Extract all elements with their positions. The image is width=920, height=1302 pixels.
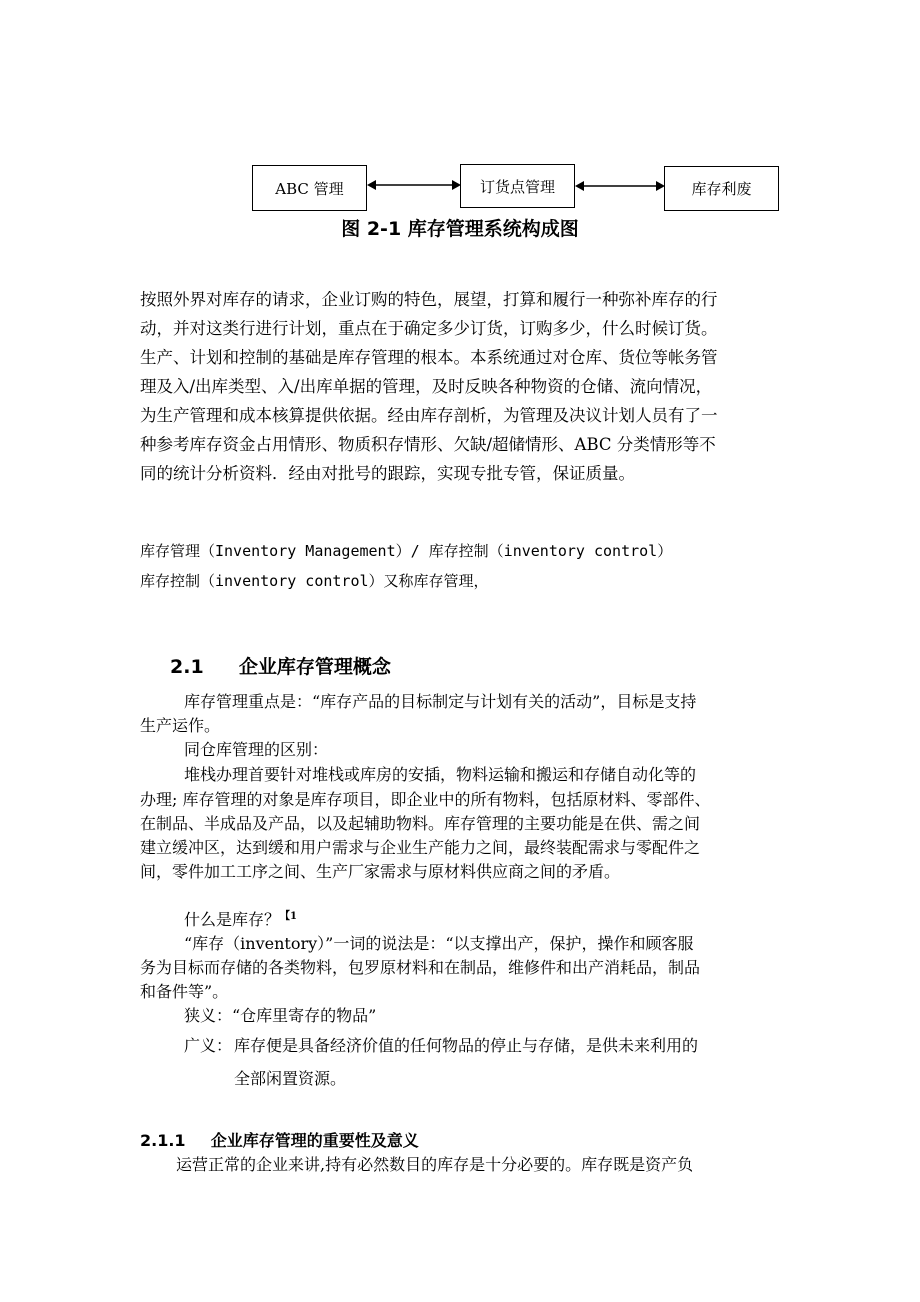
diagram-box-label: ABC 管理 bbox=[275, 179, 344, 198]
section-heading bbox=[170, 652, 391, 679]
intro-line: 生产、计划和控制的基础是库存管理的根本。本系统通过对仓库、货位等帐务管 bbox=[140, 348, 718, 367]
figure-caption: 图 2-1 库存管理系统构成图 bbox=[341, 218, 579, 240]
diagram-box-reorder-point bbox=[460, 164, 575, 208]
narrow-definition: 狭义：“仓库里寄存的物品” bbox=[184, 1006, 377, 1025]
broad-definition-line: 全部闲置资源。 bbox=[234, 1069, 347, 1088]
question-line bbox=[184, 905, 297, 932]
subsection-number: 2.1.1 bbox=[140, 1131, 186, 1150]
subsection-title: 企业库存管理的重要性及意义 bbox=[210, 1131, 419, 1150]
intro-line: 种参考库存资金占用情形、物质积存情形、欠缺/超储情形、ABC 分类情形等不 bbox=[140, 435, 716, 454]
subsection-line: 运营正常的企业来讲,持有必然数目的库存是十分必要的。库存既是资产负 bbox=[176, 1155, 694, 1174]
section-line: 同仓库管理的区别： bbox=[184, 740, 329, 759]
subsection-heading bbox=[140, 1128, 419, 1151]
section-line: 办理; 库存管理的对象是库存项目，即企业中的所有物料，包括原材料、零部件、 bbox=[140, 790, 711, 809]
diagram-box-abc bbox=[252, 165, 367, 211]
section-title: 企业库存管理概念 bbox=[238, 656, 391, 678]
intro-line: 同的统计分析资料．经由对批号的跟踪，实现专批专管，保证质量。 bbox=[140, 464, 635, 483]
diagram-box-label: 订货点管理 bbox=[479, 177, 555, 196]
term-line: 库存控制（inventory control）又称库存管理， bbox=[140, 572, 489, 590]
definition-line: “库存（inventory）”一词的说法是：“以支撑出产，保护，操作和顾客服 bbox=[184, 934, 694, 953]
question-text: 什么是库存？ bbox=[184, 910, 281, 929]
intro-line: 理及入/出库类型、入/出库单据的管理，及时反映各种物资的仓储、流向情况， bbox=[140, 377, 713, 396]
definition-line: 和备件等”。 bbox=[140, 982, 229, 1001]
diagram-box-label: 库存利废 bbox=[691, 180, 752, 198]
broad-definition-label: 广义： bbox=[184, 1036, 233, 1055]
term-line: 库存管理（Inventory Management）/ 库存控制（inventory control） bbox=[140, 542, 673, 560]
reference-mark: 【1 bbox=[280, 911, 297, 922]
section-number: 2.1 bbox=[170, 656, 204, 678]
section-line: 堆栈办理首要针对堆栈或库房的安插，物料运输和搬运和存储自动化等的 bbox=[184, 765, 697, 784]
definition-line: 务为目标而存储的各类物料，包罗原材料和在制品，维修件和出产消耗品，制品 bbox=[140, 958, 701, 977]
intro-line: 为生产管理和成本核算提供依据。经由库存剖析，为管理及决议计划人员有了一 bbox=[140, 406, 718, 425]
diagram-box-inventory-scrap bbox=[664, 166, 779, 211]
section-line: 建立缓冲区，达到缓和用户需求与企业生产能力之间，最终装配需求与零配件之 bbox=[140, 838, 701, 857]
broad-definition-line: 库存便是具备经济价值的任何物品的停止与存储，是供未来利用的 bbox=[234, 1036, 699, 1055]
section-line: 在制品、半成品及产品，以及起辅助物料。库存管理的主要功能是在供、需之间 bbox=[140, 814, 701, 833]
section-line: 生产运作。 bbox=[140, 716, 221, 735]
double-arrow-icon bbox=[367, 178, 461, 192]
double-arrow-icon bbox=[575, 179, 665, 193]
intro-line: 动，并对这类行进行计划，重点在于确定多少订货，订购多少，什么时候订货。 bbox=[140, 319, 718, 338]
intro-line: 按照外界对库存的请求，企业订购的特色，展望，打算和履行一种弥补库存的行 bbox=[140, 290, 718, 309]
section-line: 间，零件加工工序之间、生产厂家需求与原材料供应商之间的矛盾。 bbox=[140, 862, 621, 881]
section-line: 库存管理重点是：“库存产品的目标制定与计划有关的活动”，目标是支持 bbox=[184, 692, 697, 711]
intro-paragraph bbox=[140, 285, 790, 488]
